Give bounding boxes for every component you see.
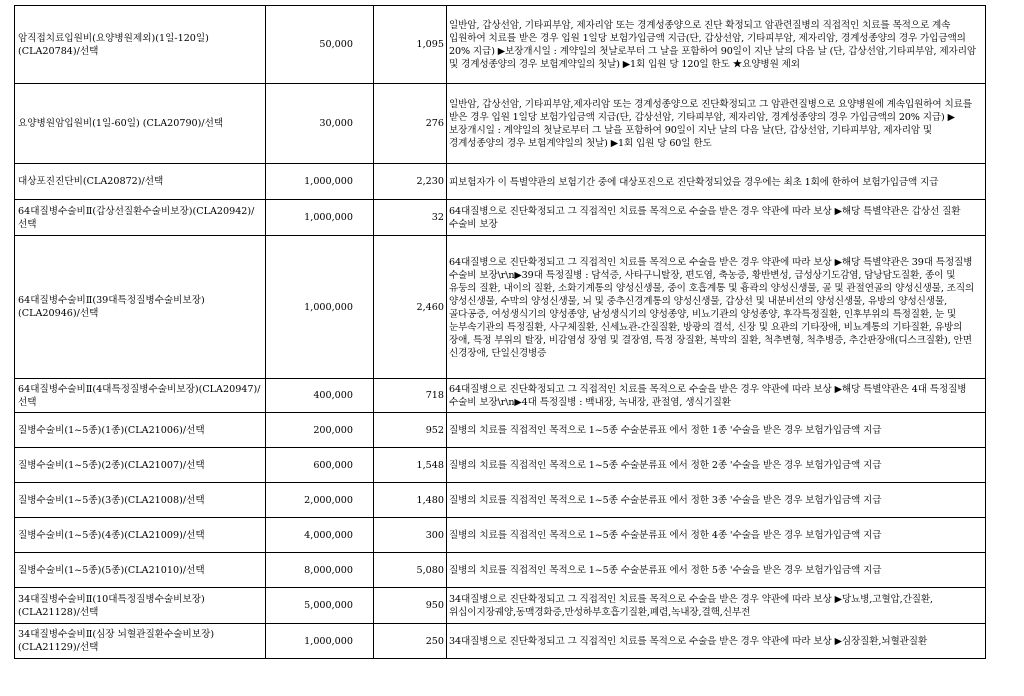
coverage-table <box>14 5 986 659</box>
coverage-amount-cell: 1,000,000 <box>266 200 374 236</box>
premium-cell: 32 <box>374 200 447 236</box>
coverage-description-cell: 34대질병으로 진단확정되고 그 직접적인 치료를 목적으로 수술을 받은 경우 약관에 따라 보상 ▶당뇨병,고혈압,간질환,위십이지장궤양,동맥경화증,만성하부호흡기질환,폐렴,녹내장,결핵,신부전 <box>447 588 986 624</box>
coverage-description-cell: 64대질병으로 진단확정되고 그 직접적인 치료를 목적으로 수술을 받은 경우 약관에 따라 보상 ▶해당 특별약관은 4대 특정질병 수술비 보장\r\n▶4대 특정질병 : 백내장, 녹내장, 관절염, 생식기질환 <box>447 379 986 413</box>
premium-cell: 2,460 <box>374 236 447 379</box>
table-row <box>15 200 986 236</box>
premium-cell: 300 <box>374 518 447 553</box>
table-row <box>15 84 986 164</box>
coverage-amount-cell: 50,000 <box>266 6 374 84</box>
coverage-name-cell: 질병수술비(1~5종)(4종)(CLA21009)/선택 <box>15 518 266 553</box>
coverage-name-cell: 대상포진진단비(CLA20872)/선택 <box>15 164 266 200</box>
table-row <box>15 518 986 553</box>
premium-cell: 250 <box>374 624 447 659</box>
coverage-description-cell: 일반암, 갑상선암, 기타피부암,제자리암 또는 경계성종양으로 진단확정되고 그 암관련질병으로 요양병원에 계속입원하여 치료를 받은 경우 입원 1일당 보험가입금액 지급(단, 갑상선암, 기타피부암, 제자리암, 경계성종양의 경우 가입금액의 20% 지급) ▶보장개시일 : 계약일의 첫날로부터 그 날을 포함하여 90일이 지난 날의 다음 날(단, 갑상선암, 기타피부암, 제자리암 및 경계성종양의 경우 보험계약일의 첫날) ▶1회 입원 당 60일 한도 <box>447 84 986 164</box>
coverage-amount-cell: 8,000,000 <box>266 553 374 588</box>
coverage-name-cell: 64대질병수술비Ⅱ(39대특정질병수술비보장)(CLA20946)/선택 <box>15 236 266 379</box>
coverage-description-cell: 34대질병으로 진단확정되고 그 직접적인 치료를 목적으로 수술을 받은 경우 약관에 따라 보상 ▶심장질환,뇌혈관질환 <box>447 624 986 659</box>
premium-cell: 1,095 <box>374 6 447 84</box>
coverage-description-cell: 질병의 치료를 직접적인 목적으로 1~5종 수술분류표 에서 정한 4종 '수술을 받은 경우 보험가입금액 지급 <box>447 518 986 553</box>
premium-cell: 952 <box>374 413 447 448</box>
coverage-amount-cell: 5,000,000 <box>266 588 374 624</box>
table-row <box>15 6 986 84</box>
coverage-name-cell: 요양병원암입원비(1일-60일) (CLA20790)/선택 <box>15 84 266 164</box>
coverage-name-cell: 암직접치료입원비(요양병원제외)(1일-120일)(CLA20784)/선택 <box>15 6 266 84</box>
coverage-name-cell: 질병수술비(1~5종)(1종)(CLA21006)/선택 <box>15 413 266 448</box>
coverage-description-cell: 질병의 치료를 직접적인 목적으로 1~5종 수술분류표 에서 정한 3종 '수술을 받은 경우 보험가입금액 지급 <box>447 483 986 518</box>
coverage-description-cell: 피보험자가 이 특별약관의 보험기간 중에 대상포진으로 진단확정되었을 경우에는 최초 1회에 한하여 보험가입금액 지급 <box>447 164 986 200</box>
table-row <box>15 379 986 413</box>
coverage-name-cell: 64대질병수술비Ⅱ(4대특정질병수술비보장)(CLA20947)/선택 <box>15 379 266 413</box>
coverage-name-cell: 질병수술비(1~5종)(3종)(CLA21008)/선택 <box>15 483 266 518</box>
premium-cell: 950 <box>374 588 447 624</box>
premium-cell: 2,230 <box>374 164 447 200</box>
coverage-name-cell: 34대질병수술비Ⅱ(심장 뇌혈관질환수술비보장)(CLA21129)/선택 <box>15 624 266 659</box>
premium-cell: 5,080 <box>374 553 447 588</box>
table-row <box>15 588 986 624</box>
coverage-amount-cell: 1,000,000 <box>266 164 374 200</box>
coverage-amount-cell: 1,000,000 <box>266 236 374 379</box>
table-row <box>15 448 986 483</box>
coverage-description-cell: 64대질병으로 진단확정되고 그 직접적인 치료를 목적으로 수술을 받은 경우 약관에 따라 보상 ▶해당 특별약관은 39대 특정질병 수술비 보장\r\n▶39대 특정질병 : 담석증, 사타구니탈장, 편도염, 축농증, 황반변성, 급성상기도감염, 담낭담도질환, 종이 및 유둥의 질환, 내이의 질환, 소화기계통의 양성신생물, 중이 호흡계통 및 흉곽의 양성신생물, 골 및 관절연골의 양성신생물, 조직의 양성신생물, 수막의 양성신생물, 뇌 및 중추신경계통의 양성신생물, 갑상선 및 내분비선의 양성신생물, 유방의 양성신생물, 골다공증, 여성생식기의 양성종양, 남성생식기의 양성종양, 비뇨기관의 양성종양, 후각특정질환, 인후부위의 특정질환, 눈 및 눈부속기관의 특정질환, 사구체질환, 신세뇨관-간질질환, 방광의 결석, 신장 및 요관의 기타장애, 비뇨계통의 기타질환, 유방의 장애, 특정 부위의 탈장, 비감염성 장염 및 결장염, 특정 장질환, 복막의 질환, 척추변형, 척추병증, 추간판장애(디스크질환), 안면 신경장애, 단일신경병증 <box>447 236 986 379</box>
coverage-amount-cell: 30,000 <box>266 84 374 164</box>
coverage-name-cell: 64대질병수술비Ⅱ(갑상선질환수술비보장)(CLA20942)/선택 <box>15 200 266 236</box>
coverage-description-cell: 질병의 치료를 직접적인 목적으로 1~5종 수술분류표 에서 정한 1종 '수술을 받은 경우 보험가입금액 지급 <box>447 413 986 448</box>
coverage-amount-cell: 600,000 <box>266 448 374 483</box>
coverage-description-cell: 질병의 치료를 직접적인 목적으로 1~5종 수술분류표 에서 정한 2종 '수술을 받은 경우 보험가입금액 지급 <box>447 448 986 483</box>
coverage-description-cell: 64대질병으로 진단확정되고 그 직접적인 치료를 목적으로 수술을 받은 경우 약관에 따라 보상 ▶해당 특별약관은 갑상선 질환 수술비 보장 <box>447 200 986 236</box>
premium-cell: 1,480 <box>374 483 447 518</box>
coverage-amount-cell: 1,000,000 <box>266 624 374 659</box>
coverage-amount-cell: 2,000,000 <box>266 483 374 518</box>
coverage-amount-cell: 4,000,000 <box>266 518 374 553</box>
coverage-name-cell: 34대질병수술비Ⅱ(10대특정질병수술비보장)(CLA21128)/선택 <box>15 588 266 624</box>
premium-cell: 718 <box>374 379 447 413</box>
coverage-description-cell: 일반암, 갑상선암, 기타피부암, 제자리암 또는 경계성종양으로 진단 확정되고 암관련질병의 직접적인 치료를 목적으로 계속 입원하여 치료를 받은 경우 입원 1일당 보험가입금액 지급(단, 갑상선암, 기타피부암, 제자리암, 경계성종양의 경우 가입금액의 20% 지급) ▶보장개시일 : 계약일의 첫날로부터 그 날을 포함하여 90일이 지난 날의 다음 날 (단, 갑상선암,기타피부암, 제자리암 및 경계성종양의 경우 보험계약일의 첫날) ▶1회 입원 당 120일 한도 ★요양병원 제외 <box>447 6 986 84</box>
coverage-name-cell: 질병수술비(1~5종)(5종)(CLA21010)/선택 <box>15 553 266 588</box>
table-row <box>15 236 986 379</box>
table-row <box>15 553 986 588</box>
table-row <box>15 624 986 659</box>
table-row <box>15 483 986 518</box>
table-row <box>15 164 986 200</box>
premium-cell: 1,548 <box>374 448 447 483</box>
coverage-description-cell: 질병의 치료를 직접적인 목적으로 1~5종 수술분류표 에서 정한 5종 '수술을 받은 경우 보험가입금액 지급 <box>447 553 986 588</box>
coverage-amount-cell: 200,000 <box>266 413 374 448</box>
coverage-name-cell: 질병수술비(1~5종)(2종)(CLA21007)/선택 <box>15 448 266 483</box>
coverage-amount-cell: 400,000 <box>266 379 374 413</box>
premium-cell: 276 <box>374 84 447 164</box>
table-row <box>15 413 986 448</box>
